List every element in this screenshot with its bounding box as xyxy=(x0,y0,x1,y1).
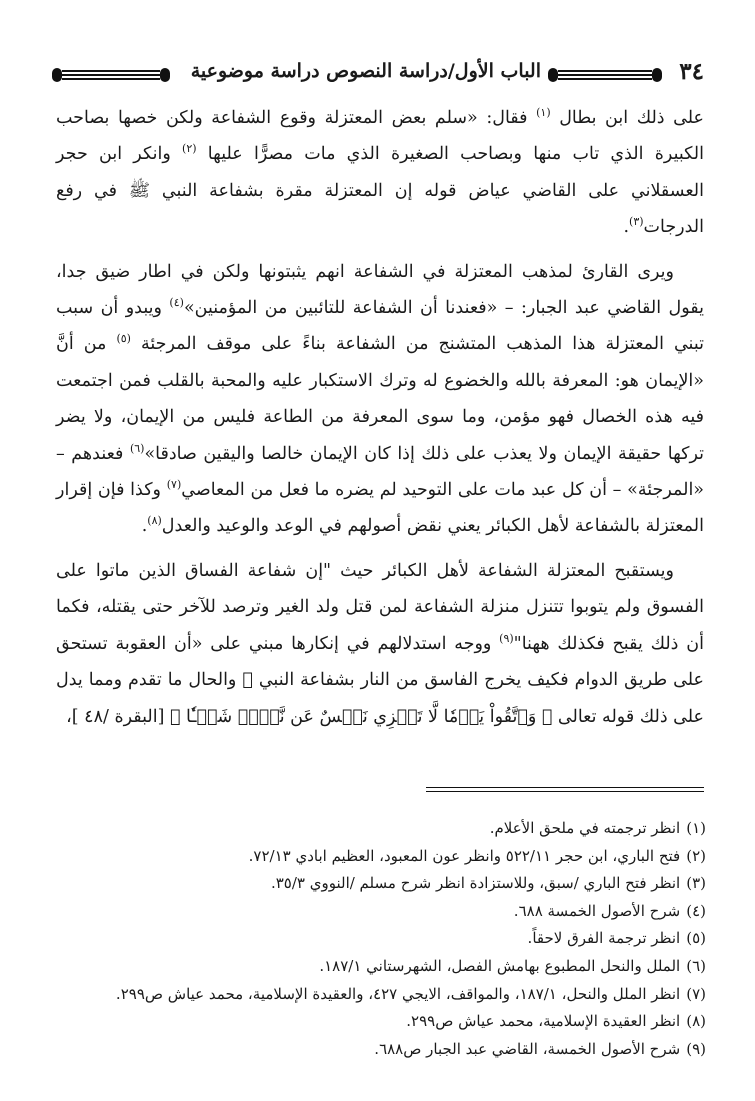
text-run: ويبدو أن سبب تبني المعتزلة هذا المذهب المتشنج من الشفاعة بناءً على موقف المرجئة xyxy=(56,298,704,355)
paragraph xyxy=(56,254,704,545)
header-ornament-right xyxy=(548,69,662,81)
footnote-text: شرح الأصول الخمسة ٦٨٨. xyxy=(513,901,681,920)
footnote-number: (٤) xyxy=(686,901,706,920)
text-run: . xyxy=(141,516,148,537)
text-run: فقال: «سلم بعض المعتزلة وقوع الشفاعة ولكن خصها بصاحب الكبيرة الذي تاب منها وبصاحب الصغيرة الذي مات مصرًّا عليها xyxy=(56,108,704,165)
footnote xyxy=(60,981,706,1009)
text-run: ويرى القارئ لمذهب المعتزلة في الشفاعة انهم يثبتونها ولكن في اطار ضيق جدا، يقول القاضي عبد الجبار: – «فعندنا أن الشفاعة للتائبين من المؤمنين» xyxy=(56,261,704,319)
footnote-ref: (٧) xyxy=(166,478,182,492)
footnote-ref: (٥) xyxy=(116,332,131,346)
text-run: وانكر ابن حجر العسقلاني على القاضي عياض قوله إن المعتزلة مقرة بشفاعة النبي ﷺ في رفع الدرجات xyxy=(56,144,704,238)
footnote-number: (٩) xyxy=(686,1039,706,1058)
footnote-number: (٨) xyxy=(686,1012,706,1031)
footnote-ref: (٨) xyxy=(147,514,162,528)
footnote-ref: (٢) xyxy=(182,142,197,156)
footnote-ref: (١) xyxy=(536,106,551,120)
paragraph xyxy=(56,553,704,735)
footnote xyxy=(60,1008,706,1036)
footnote xyxy=(60,953,706,981)
footnote xyxy=(60,870,706,898)
footnote-text: انظر فتح الباري /سبق، وللاستزادة انظر شرح مسلم /النووي ٣٥/٣. xyxy=(270,874,681,893)
footnote xyxy=(60,843,706,871)
text-run: ووجه استدلالهم في إنكارها مبني على «أن العقوبة تستحق على طريق الدوام فكيف يخرج الفاسق من النار بشفاعة النبي ﷺ والحال ما تقدم ومما يدل على ذلك قوله تعالى ﴿ وَٱتَّقُواْ يَوۡمٗا لَّا تَجۡزِي نَفۡسٌ عَن نَّفۡسٖ شَيۡـٔٗا ﴾ [البقرة /٤٨ ]، xyxy=(56,633,704,727)
footnote-number: (٧) xyxy=(686,984,706,1003)
main-text xyxy=(56,100,704,735)
footnotes-list xyxy=(60,815,706,1063)
text-run: . xyxy=(623,217,630,238)
text-run: ويستقبح المعتزلة الشفاعة لأهل الكبائر حيث "إن شفاعة الفساق الذين ماتوا على الفسوق ولم يتوبوا تتنزل منزلة الشفاعة لمن قتل ولد الغير وترصد للآخر حتى يقتله، فكما أن ذلك يقبح فكذلك ههنا" xyxy=(56,560,704,654)
footnote xyxy=(60,815,706,843)
footnote-number: (٢) xyxy=(686,846,706,865)
footnote-text: انظر العقيدة الإسلامية، محمد عياش ص٢٩٩. xyxy=(406,1012,681,1031)
footnote-text: فتح الباري، ابن حجر ٥٢٢/١١ وانظر عون المعبود، العظيم ابادي ٧٢/١٣. xyxy=(248,846,681,865)
text-run: من أنَّ «الإيمان هو: المعرفة بالله والخضوع له وترك الاستكبار عليه والمحبة بالقلب فمن اجتمعت فيه هذه الخصال فهو مؤمن، وما سوى المعرفة من الطاعة فليس من الإيمان، ولا يضر تركها حقيقة الإيمان ولا يعذب على ذلك إذا كان الإيمان خالصا واليقين صادقا» xyxy=(56,334,704,464)
text-run: فعندهم – «المرجئة» – أن كل عبد مات على التوحيد لم يضره ما فعل من المعاصي xyxy=(56,443,705,501)
running-header xyxy=(52,56,704,92)
footnote-text: شرح الأصول الخمسة، القاضي عبد الجبار ص٦٨٨. xyxy=(374,1039,681,1058)
running-title: الباب الأول/دراسة النصوص دراسة موضوعية xyxy=(190,60,541,82)
footnote-separator xyxy=(426,787,704,788)
footnote-ref: (٤) xyxy=(169,296,184,310)
page-number: ٣٤ xyxy=(679,58,704,85)
footnote-number: (١) xyxy=(686,819,706,837)
header-ornament-left xyxy=(52,69,170,81)
footnote xyxy=(60,1036,706,1064)
footnote-text: الملل والنحل المطبوع بهامش الفصل، الشهرستاني ١٨٧/١. xyxy=(319,956,681,975)
footnote-text: انظر ترجمة الفرق لاحقاً. xyxy=(527,929,681,948)
footnote xyxy=(60,925,706,953)
footnote-ref: (٦) xyxy=(129,441,145,455)
footnote-text: انظر الملل والنحل، ١٨٧/١، والمواقف، الايجي ٤٢٧، والعقيدة الإسلامية، محمد عياش ص٢٩٩. xyxy=(115,984,681,1003)
text-run: على ذلك ابن بطال xyxy=(550,108,704,128)
footnote-ref: (٩) xyxy=(499,631,514,645)
text-run: وكذا فإن إقرار المعتزلة بالشفاعة لأهل الكبائر يعني نقض أصولهم في الوعد والوعيد والعدل xyxy=(56,480,704,537)
footnote-number: (٦) xyxy=(686,956,706,975)
footnote-number: (٥) xyxy=(686,929,706,948)
paragraph xyxy=(56,100,704,246)
footnote-ref: (٣) xyxy=(629,215,644,229)
footnote-text: انظر ترجمته في ملحق الأعلام. xyxy=(489,819,681,837)
footnote xyxy=(60,898,706,926)
footnote-number: (٣) xyxy=(686,874,706,893)
